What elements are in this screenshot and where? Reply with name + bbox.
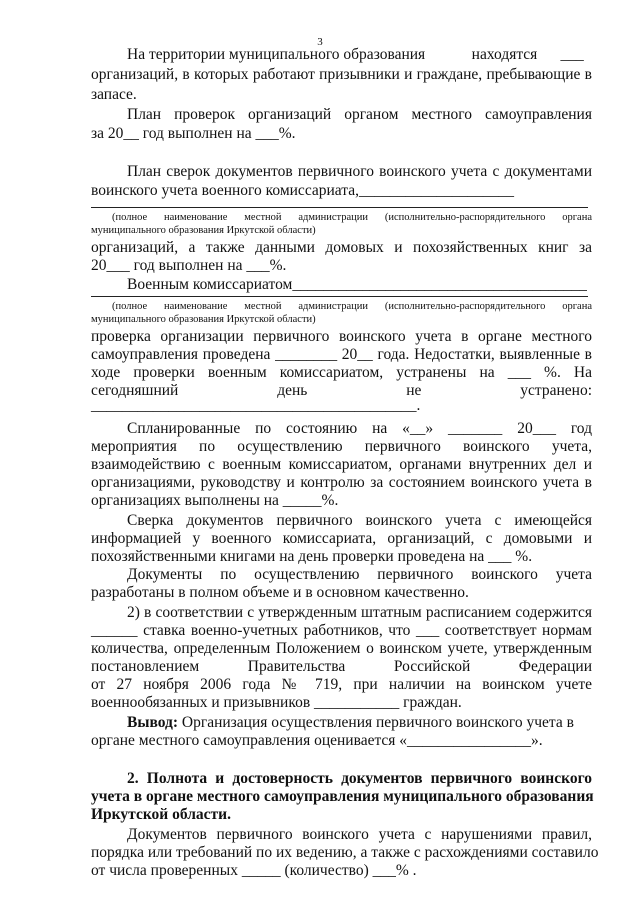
conclusion-label: Вывод: <box>127 714 179 731</box>
text-line-4: План проверок организаций органом местного самоуправления <box>127 106 592 123</box>
footnote-line-2: муниципального образования Иркутской области) <box>91 225 316 236</box>
footnote-line-4: муниципального образования Иркутской области) <box>91 314 316 325</box>
text-line-17: мероприятия по осуществлению первичного воинского учета, <box>91 438 592 455</box>
section-heading-line-1: 2. Полнота и достоверность документов первичного воинского <box>127 770 592 787</box>
page-number: 3 <box>317 36 323 48</box>
text-line-1: На территории муниципального образования находятся ___ <box>127 46 584 63</box>
section-heading-line-2: учета в органе местного самоуправления муниципального образования <box>91 788 594 805</box>
text-line-14: сегодняшний день не устранено: <box>91 382 592 399</box>
text-line-28: количества, определенным Положением о воинском учете, утвержденным <box>91 640 592 657</box>
text-line-35: от числа проверенных _____ (количество) ___% . <box>91 862 417 879</box>
text-line-15: __________________________________________. <box>91 397 421 414</box>
text-line-30: от 27 ноября 2006 года № 719, при наличии на воинском учете <box>91 676 592 693</box>
text-line-8: организаций, а также данными домовых и похозяйственных книг за <box>91 239 592 256</box>
text-line-26: 2) в соответствии с утвержденным штатным расписанием содержится <box>127 604 592 621</box>
text-line-32: органе местного самоуправления оценивается «________________». <box>91 732 543 749</box>
text-line-20: организациях выполнены на _____%. <box>91 492 339 509</box>
text-line-18: взаимодействию с военным комиссариатом, органами внутренних дел и <box>91 456 592 473</box>
conclusion-line <box>127 714 592 732</box>
text-line-13: ходе проверки военным комиссариатом, устранены на ___ %. На <box>91 364 592 381</box>
text-line-11: проверка организации первичного воинского учета в органе местного <box>91 328 592 345</box>
text-line-29: постановлением Правительства Российской Федерации <box>91 658 592 675</box>
text-line-22: информацией у военного комиссариата, организаций, с домовыми и <box>91 530 592 547</box>
text-line-3: запасе. <box>91 86 137 103</box>
text-line-6: План сверок документов первичного воинского учета с документами <box>127 163 592 180</box>
text-line-34: порядка или требований по их ведению, а также с расхождениями составило <box>91 844 599 861</box>
text-line-23: похозяйственными книгами на день проверки проведена на ___ %. <box>91 548 533 565</box>
footnote-line-1: (полное наименование местной администрации (исполнительно-распорядительного органа <box>112 212 592 223</box>
underline-rule <box>91 296 588 297</box>
text-line-27: ______ ставка военно-учетных работников, что ___ соответствует нормам <box>91 622 592 639</box>
text-line-9: 20___ год выполнен на ___%. <box>91 257 287 274</box>
text-line-5: за 20__ год выполнен на ___%. <box>91 125 296 142</box>
text-line-10: Военным комиссариатом______________________________________ <box>127 276 587 293</box>
text-line-24: Документы по осуществлению первичного воинского учета <box>127 566 592 583</box>
text-line-12: самоуправления проведена ________ 20__ года. Недостатки, выявленные в <box>91 346 592 363</box>
footnote-line-3: (полное наименование местной администрации (исполнительно-распорядительного органа <box>112 301 592 312</box>
text-line-2: организаций, в которых работают призывники и граждане, пребывающие в <box>91 66 592 83</box>
text-line-31: военнообязанных и призывников ___________ граждан. <box>91 694 462 711</box>
conclusion-text: Организация осуществления первичного воинского учета в <box>178 714 574 731</box>
underline-rule <box>91 207 588 208</box>
text-line-33: Документов первичного воинского учета с нарушениями правил, <box>127 826 592 843</box>
text-line-7: воинского учета военного комиссариата,____________________ <box>91 182 515 199</box>
text-line-16: Спланированные по состоянию на «__» _______ 20___ год <box>127 420 592 437</box>
text-line-25: разработаны в полном объеме и в основном качественно. <box>91 584 469 601</box>
text-line-19: организациями, руководству и контролю за состоянием воинского учета в <box>91 474 592 491</box>
text-line-21: Сверка документов первичного воинского учета с имеющейся <box>127 512 592 529</box>
section-heading-line-3: Иркутской области. <box>91 806 231 823</box>
